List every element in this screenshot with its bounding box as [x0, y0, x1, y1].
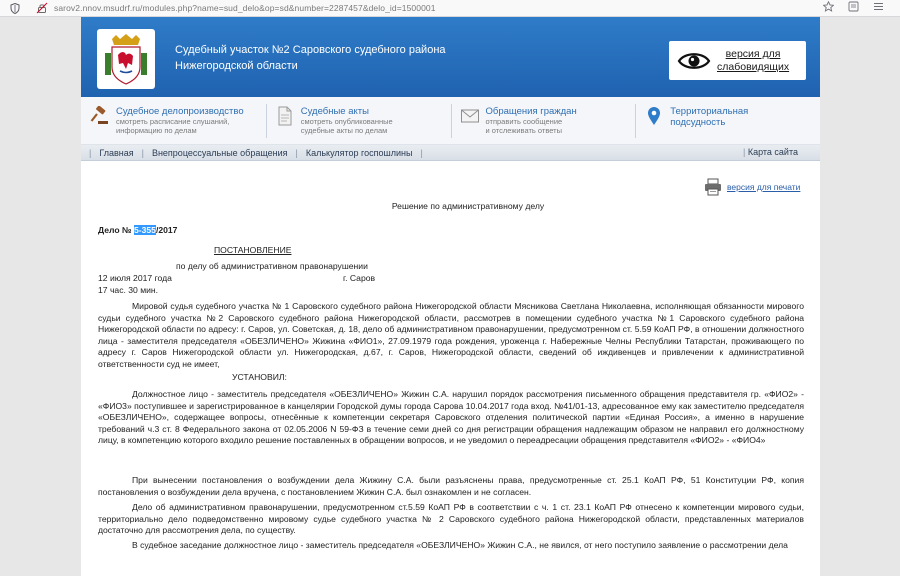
print-version-label[interactable]: версия для печати: [727, 182, 801, 192]
site-header: [81, 17, 820, 97]
print-version-link[interactable]: [704, 178, 800, 196]
low-vision-line1: версия для: [725, 47, 781, 60]
browser-toolbar: [823, 1, 884, 15]
coat-of-arms-logo[interactable]: [97, 29, 155, 89]
reader-icon[interactable]: [848, 1, 859, 15]
paragraph-violation: Должностное лицо - заместитель председателя «ОБЕЗЛИЧЕНО» Жижин С.А. нарушил порядок рассмотрения письменного обращения представителя гр. «ФИО2» - «ФИО3» поступившее и зарегистрированное в канцелярии Городской думы города Сарова 10.04.2017 года вход. №41/01-13, адресованное ему как заместителю председателя «ОБЕЗЛИЧЕНО», содержащее вопросы, отнесённые к компетенции секретаря Саровского отделения политической партии «Единая Россия», а именно в нарушение требований ч.3 ст. 8 Федерального закона от 02.05.2006 N 59-ФЗ в течение семи дней со дня регистрации обращения надлежащим образом не направил его должностному лицу, в компетенцию которого входило решение поставленных в обращении вопросов, и не уведомил о переадресации обращения представителя «ФИО2» - «ФИО4»: [98, 389, 804, 446]
service-desc[interactable]: подсудность: [670, 117, 726, 128]
resolution-subject: по делу об административном правонарушении: [176, 261, 368, 271]
service-desc: смотреть опубликованные: [300, 117, 393, 126]
nav-item-home[interactable]: Главная: [99, 147, 134, 158]
low-vision-version-button[interactable]: [669, 41, 806, 80]
site-title[interactable]: [175, 42, 446, 74]
nav-separator: |: [743, 147, 748, 157]
low-vision-label: [717, 48, 789, 74]
url-text[interactable]: sarov2.nnov.msudrf.ru/modules.php?name=sud_delo&op=sd&number=2287457&delo_id=1500001: [54, 3, 436, 13]
envelope-icon: [460, 106, 480, 126]
service-title[interactable]: Территориальная: [670, 106, 749, 117]
service-desc: судебные акты по делам: [300, 126, 388, 135]
paragraph-jurisdiction: Дело об административном правонарушении, предусмотренном ст.5.59 КоАП РФ в соответствии с ч. 1 ст. 23.1 КоАП РФ отнесено к компетенции мирового судьи, территориально дело подведомственно мировому судье судебного участка № 2 Саровского судебного района Нижегородской области, представленных материалов достаточно для рассмотрения дела, по существу.: [98, 502, 804, 536]
main-nav: [81, 145, 820, 161]
resolution-date: 12 июля 2017 года: [98, 273, 172, 283]
case-number-suffix: /2017: [155, 225, 178, 235]
nav-item-sitemap[interactable]: [735, 147, 806, 157]
nav-separator: |: [89, 147, 92, 158]
document-heading: Решение по административному делу: [391, 201, 545, 211]
low-vision-line2: слабовидящих: [717, 60, 790, 73]
resolution-time: 17 час. 30 мин.: [98, 285, 159, 295]
case-number-selection[interactable]: 5-355: [133, 225, 156, 235]
browser-url-bar[interactable]: [0, 0, 900, 17]
service-title[interactable]: Судебное делопроизводство: [116, 106, 244, 117]
established-heading: УСТАНОВИЛ:: [232, 372, 287, 382]
service-court-acts[interactable]: [266, 97, 451, 145]
nav-separator: |: [141, 147, 144, 158]
service-jurisdiction[interactable]: [635, 97, 820, 145]
menu-icon[interactable]: [873, 1, 884, 15]
paragraph-hearing: В судебное заседание должностное лицо - заместитель председателя «ОБЕЗЛИЧЕНО» Жижин С.А., не явился, от него поступило заявление о рассмотрении дела: [132, 540, 788, 550]
nav-item-appeals[interactable]: Внепроцессуальные обращения: [151, 147, 288, 158]
paragraph-intro: Мировой судья судебного участка № 1 Саровского судебного района Нижегородской области Мясникова Светлана Николаевна, исполняющая обязанности мирового судьи судебного участка №2 Саровского судебного района Нижегородской области, рассмотрев в помещении судебного участка №1 Саровского судебного района Нижегородской области по адресу: г. Саров, ул. Советская, д. 18, дело об административном правонарушении, предусмотренном ст. 5.59 КоАП РФ, в отношении должностного лица - заместителя председателя «ОБЕЗЛИЧЕНО» Жижина «ФИО1», 27.09.1979 года рождения, уроженца г. Набережные Челны Республики Татарстан, проживающего по адресу г. Саров Нижегородской области ул. Нижегородская, д.67, г. Саров, Нижегородской области, сведений об иждивенцев и привлечении к административной ответственности суд не имеет,: [98, 301, 804, 369]
lock-icon[interactable]: [36, 2, 48, 14]
case-number-prefix: Дело №: [98, 225, 134, 235]
gavel-icon: [90, 106, 110, 126]
document-icon: [275, 106, 295, 126]
resolution-city: г. Саров: [343, 273, 376, 283]
service-court-records[interactable]: [81, 97, 266, 145]
eye-icon: [677, 50, 711, 72]
site-title-line1: Судебный участок №2 Саровского судебного района: [175, 44, 446, 56]
service-desc: и отслеживать ответы: [485, 126, 562, 135]
sitemap-label: Карта сайта: [747, 147, 798, 157]
nav-item-calculator[interactable]: Калькулятор госпошлины: [305, 147, 413, 158]
nav-separator: |: [295, 147, 298, 158]
service-title[interactable]: Обращения граждан: [485, 106, 577, 117]
resolution-title: ПОСТАНОВЛЕНИЕ: [214, 245, 292, 255]
site-title-line2: Нижегородской области: [175, 60, 298, 72]
service-desc: информацию по делам: [116, 126, 197, 135]
paragraph-rights: При вынесении постановления о возбуждении дела Жижину С.А. были разъяснены права, предусмотренные ст. 25.1 КоАП РФ, 51 Конституции РФ, копия постановления о возбуждении дела вручена, с постановлением Жижин С.А. был ознакомлен и не согласен.: [98, 475, 804, 497]
service-citizen-appeals[interactable]: [451, 97, 636, 145]
web-page: [81, 17, 820, 576]
shield-icon[interactable]: [10, 3, 20, 14]
service-desc: смотреть расписание слушаний,: [116, 117, 230, 126]
nav-separator: |: [420, 147, 423, 158]
service-title[interactable]: Судебные акты: [300, 106, 369, 117]
service-desc: отправить сообщение: [485, 117, 563, 126]
location-pin-icon: [644, 106, 664, 126]
services-bar: [81, 97, 820, 145]
bookmark-icon[interactable]: [823, 1, 834, 15]
printer-icon: [704, 178, 722, 196]
case-number: [98, 225, 177, 237]
